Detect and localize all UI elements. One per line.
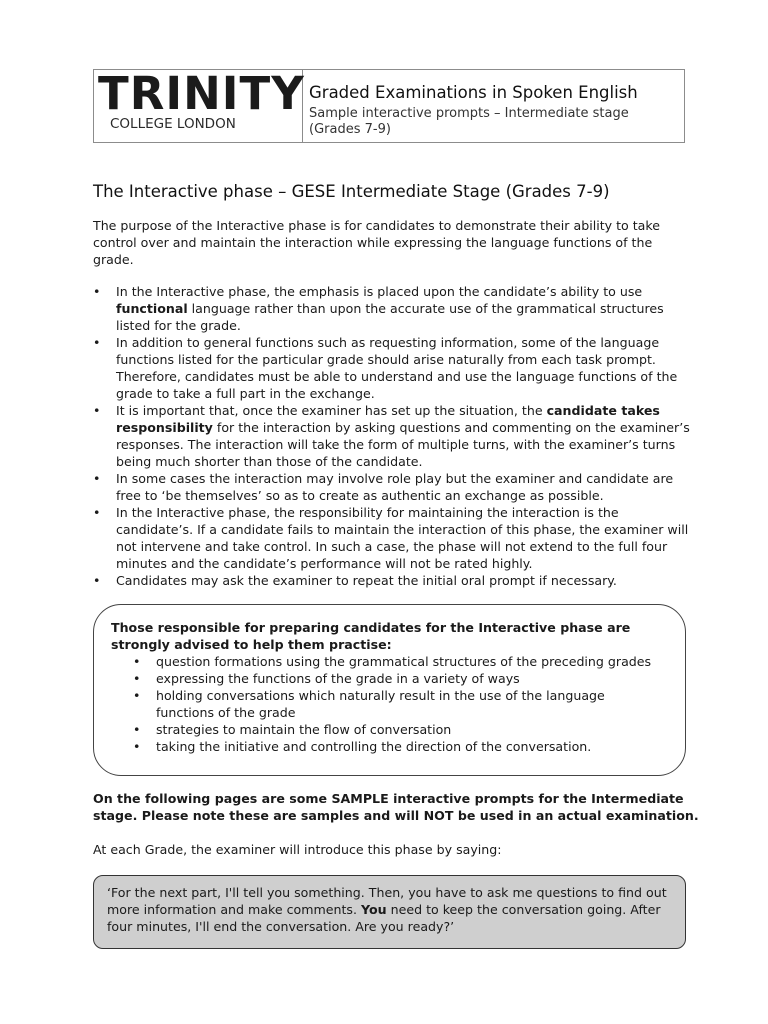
bullet-text: It is important that, once the examiner has set up the situation, the [116, 403, 547, 418]
advice-heading: Those responsible for preparing candidates for the Interactive phase are strongly advised to help them practise: [111, 620, 631, 652]
advice-item: taking the initiative and controlling the direction of the conversation. [156, 739, 592, 754]
bullet-marker: • [133, 671, 141, 686]
bullet-emphasis: candidate takes responsibility [116, 403, 660, 435]
intro-phrase: At each Grade, the examiner will introduce this phase by saying: [93, 842, 502, 857]
list-item [133, 670, 666, 687]
bullet-marker: • [93, 505, 101, 520]
advice-item: holding conversations which naturally result in the use of the language functions of the grade [156, 688, 605, 720]
bullet-text: In the Interactive phase, the emphasis is placed upon the candidate’s ability to use [116, 284, 643, 299]
logo-wordmark: TRINITY [98, 67, 305, 120]
examiner-quote-box [93, 875, 686, 949]
list-item [93, 283, 693, 334]
guidance-bullet-list [93, 283, 693, 589]
bullet-text: for the interaction by asking questions and commenting on the examiner’s responses. The interaction will take the form of multiple turns, with the examiner’s turns being much shorter than those of the candidate. [116, 420, 690, 469]
section-title: The Interactive phase – GESE Intermediate Stage (Grades 7-9) [93, 182, 610, 201]
quote-emphasis: You [361, 902, 387, 917]
trinity-logo [94, 67, 305, 142]
bullet-marker: • [133, 739, 141, 754]
header-title-cell [303, 70, 669, 142]
sample-note: On the following pages are some SAMPLE interactive prompts for the Intermediate stage. Please note these are samples and will NOT be used in an actual examination. [93, 791, 699, 823]
bullet-marker: • [93, 403, 101, 418]
document-header [93, 69, 685, 143]
bullet-text: language rather than upon the accurate use of the grammatical structures listed for the grade. [116, 301, 664, 333]
bullet-marker: • [93, 471, 101, 486]
list-item [93, 470, 693, 504]
advice-item: strategies to maintain the flow of conversation [156, 722, 452, 737]
bullet-marker: • [133, 654, 141, 669]
bullet-marker: • [93, 284, 101, 299]
advice-box [93, 604, 686, 776]
header-subtitle: Sample interactive prompts – Intermediate stage (Grades 7-9) [309, 106, 629, 137]
advice-item: expressing the functions of the grade in a variety of ways [156, 671, 520, 686]
list-item [133, 687, 666, 721]
list-item [133, 721, 666, 738]
bullet-marker: • [93, 573, 101, 588]
logo-subtitle: COLLEGE LONDON [110, 116, 236, 132]
bullet-text: In the Interactive phase, the responsibility for maintaining the interaction is the candidate’s. If a candidate fails to maintain the interaction of this phase, the examiner will not intervene and take control. In such a case, the phase will not extend to the full four minutes and the candidate’s performance will not be rated highly. [116, 505, 689, 571]
advice-item: question formations using the grammatical structures of the preceding grades [156, 654, 652, 669]
bullet-text: Candidates may ask the examiner to repeat the initial oral prompt if necessary. [116, 573, 617, 588]
quote-text: ‘For the next part, I'll tell you something. Then, you have to ask me questions to find out more information and make comments. [107, 885, 667, 917]
list-item [133, 653, 666, 670]
bullet-marker: • [93, 335, 101, 350]
list-item [93, 572, 693, 589]
bullet-marker: • [133, 722, 141, 737]
list-item [133, 738, 666, 755]
list-item [93, 504, 693, 572]
bullet-marker: • [133, 688, 141, 703]
quote-text: need to keep the conversation going. After four minutes, I'll end the conversation. Are you ready?’ [107, 902, 661, 934]
intro-paragraph: The purpose of the Interactive phase is for candidates to demonstrate their ability to take control over and maintain the interaction while expressing the language functions of the grade. [93, 218, 660, 267]
list-item [93, 402, 693, 470]
advice-list [111, 653, 685, 755]
list-item [93, 334, 693, 402]
header-title: Graded Examinations in Spoken English [309, 83, 638, 102]
bullet-text: In addition to general functions such as requesting information, some of the language functions listed for the particular grade should arise naturally from each task prompt. Therefore, candidates must be able to understand and use the language functions of the grade to take a full part in the exchange. [116, 335, 678, 401]
bullet-emphasis: functional [116, 301, 188, 316]
bullet-text: In some cases the interaction may involve role play but the examiner and candidate are free to ‘be themselves’ so as to create as authentic an exchange as possible. [116, 471, 674, 503]
